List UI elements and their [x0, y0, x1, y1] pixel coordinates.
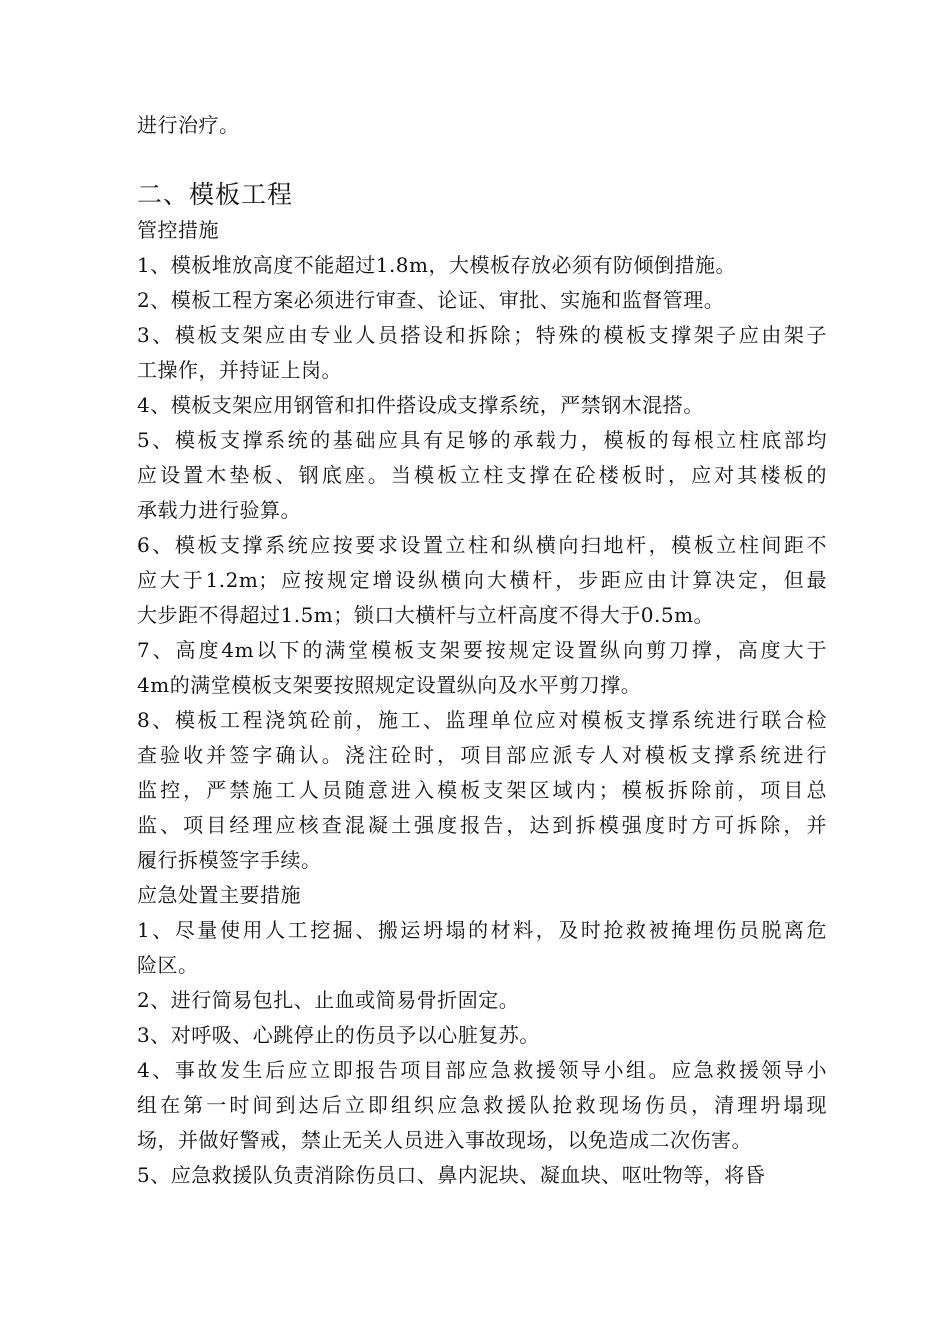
control-measures-heading: 管控措施 — [137, 218, 219, 242]
item-line: 4、模板支架应用钢管和扣件搭设成支撑系统，严禁钢木混搭。 — [137, 393, 704, 417]
item-line: 大步距不得超过1.5m；锁口大横杆与立杆高度不得大于0.5m。 — [137, 603, 715, 627]
item-line: 查验收并签字确认。浇注砼时，项目部应派专人对模板支撑系统进行 — [137, 743, 827, 767]
item-line: 4、事故发生后应立即报告项目部应急救援领导小组。应急救援领导小 — [137, 1058, 827, 1082]
item-line: 履行拆模签字手续。 — [137, 848, 322, 872]
control-measure-item — [137, 248, 827, 283]
item-line: 场，并做好警戒，禁止无关人员进入事故现场，以免造成二次伤害。 — [137, 1128, 752, 1152]
item-line: 组在第一时间到达后立即组织应急救援队抢救现场伤员，清理坍塌现 — [137, 1093, 827, 1117]
item-line: 监控，严禁施工人员随意进入模板支架区域内；模板拆除前，项目总 — [137, 778, 827, 802]
item-line: 监、项目经理应核查混凝土强度报告，达到拆模强度时方可拆除，并 — [137, 813, 827, 837]
control-measure-item — [137, 423, 827, 528]
item-line: 应大于1.2m；应按规定增设纵横向大横杆，步距应由计算决定，但最 — [137, 568, 827, 592]
item-line: 3、对呼吸、心跳停止的伤员予以心脏复苏。 — [137, 1023, 540, 1047]
emergency-measure-item — [137, 983, 827, 1018]
control-measures-list — [137, 248, 827, 878]
control-measure-item — [137, 703, 827, 878]
emergency-measure-item — [137, 1158, 827, 1193]
emergency-measure-item — [137, 1053, 827, 1158]
item-line: 1、尽量使用人工挖掘、搬运坍塌的材料，及时抢救被掩埋伤员脱离危 — [137, 918, 827, 942]
intro-tail-text: 进行治疗。 — [137, 113, 240, 137]
emergency-measures-list — [137, 913, 827, 1193]
emergency-measures-heading: 应急处置主要措施 — [137, 883, 301, 907]
item-line: 承载力进行验算。 — [137, 498, 301, 522]
item-line: 5、应急救援队负责消除伤员口、鼻内泥块、凝血块、呕吐物等，将昏 — [137, 1163, 766, 1187]
item-line: 5、模板支撑系统的基础应具有足够的承载力，模板的每根立柱底部均 — [137, 428, 827, 452]
item-line: 工操作，并持证上岗。 — [137, 358, 342, 382]
item-line: 2、模板工程方案必须进行审查、论证、审批、实施和监督管理。 — [137, 288, 725, 312]
item-line: 7、高度4m以下的满堂模板支架要按规定设置纵向剪刀撑，高度大于 — [137, 638, 827, 662]
control-measure-item — [137, 388, 827, 423]
section-title: 二、模板工程 — [137, 180, 294, 209]
item-line: 4m的满堂模板支架要按照规定设置纵向及水平剪刀撑。 — [137, 673, 642, 697]
control-measure-item — [137, 318, 827, 388]
item-line: 3、模板支架应由专业人员搭设和拆除；特殊的模板支撑架子应由架子 — [137, 323, 827, 347]
control-measure-item — [137, 528, 827, 633]
item-line: 应设置木垫板、钢底座。当模板立柱支撑在砼楼板时，应对其楼板的 — [137, 463, 827, 487]
document-body — [137, 108, 827, 1193]
item-line: 8、模板工程浇筑砼前，施工、监理单位应对模板支撑系统进行联合检 — [137, 708, 827, 732]
emergency-measure-item — [137, 1018, 827, 1053]
item-line: 1、模板堆放高度不能超过1.8m，大模板存放必须有防倾倒措施。 — [137, 253, 736, 277]
item-line: 6、模板支撑系统应按要求设置立柱和纵横向扫地杆，模板立柱间距不 — [137, 533, 827, 557]
item-line: 2、进行简易包扎、止血或简易骨折固定。 — [137, 988, 520, 1012]
control-measure-item — [137, 633, 827, 703]
item-line: 险区。 — [137, 953, 199, 977]
emergency-measure-item — [137, 913, 827, 983]
control-measure-item — [137, 283, 827, 318]
